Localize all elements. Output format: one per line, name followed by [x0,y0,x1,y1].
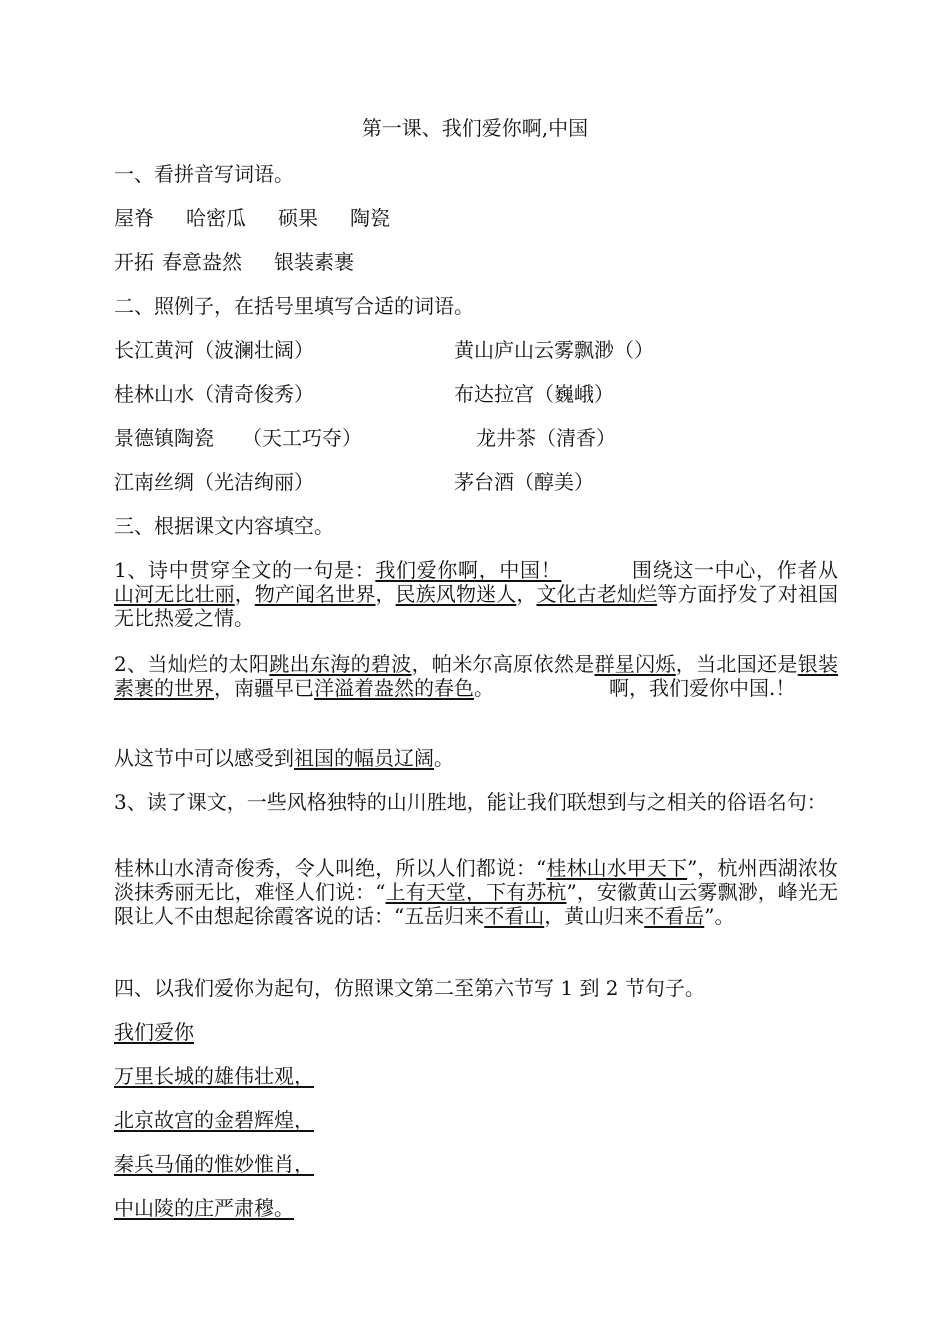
q1-answer-5: 文化古老灿烂 [536,582,658,606]
q1-answer-4: 民族风物迷人 [395,582,517,606]
page-title: 第一课、我们爱你啊,中国 [361,116,589,140]
example-row [114,426,838,450]
example-right: 茅台酒（醇美） [454,470,594,494]
answer-text: 中山陵的庄严肃穆。 [114,1196,294,1220]
q3-text: 桂林山水清奇俊秀，令人叫绝，所以人们都说：“ [114,856,547,880]
example-right: 龙井茶（清香） [476,426,616,450]
answer-line [114,1108,838,1132]
q2-punct: 。 [474,676,494,700]
example-left-answer: （天工巧夺） [242,426,362,450]
word: 屋脊 [114,206,154,230]
q2-answer-3: 银装素裹的世界 [114,652,839,700]
q3-text: ，黄山归来 [544,904,645,928]
section-1-heading: 一、看拼音写词语。 [114,162,294,186]
example-left: 长江黄河（波澜壮阔） [114,338,314,362]
section-4-heading: 四、以我们爱你为起句，仿照课文第二至第六节写 1 到 2 节句子。 [114,976,705,1000]
word: 哈密瓜 [186,206,246,230]
q1-text: 1、诗中贯穿全文的一句是： [114,558,376,582]
q1-punct: ， [234,582,255,606]
example-left: 江南丝绸（光洁绚丽） [114,470,314,494]
answer-line [114,1152,838,1176]
question-3-answer [114,856,838,928]
q3-text: ”，杭州西湖浓妆淡抹秀丽无比，难怪人们说：“ [114,856,839,904]
answer-text: 秦兵马俑的惟妙惟肖， [114,1152,314,1176]
word: 银装素裹 [274,250,354,274]
q1-punct: ， [375,582,396,606]
example-row [114,382,838,406]
example-row [114,470,838,494]
q2b-text: 从这节中可以感受到 [114,746,294,770]
word: 硕果 [278,206,318,230]
q3-answer-2: 上有天堂，下有苏杭 [385,880,567,904]
q3-answer-3: 不看山 [484,904,545,928]
answer-line [114,1020,838,1044]
q3-answer-1: 桂林山水甲天下 [546,856,688,880]
q2b-answer: 祖国的幅员辽阔 [294,746,434,770]
q3-answer-4: 不看岳 [644,904,705,928]
answer-text: 北京故宫的金碧辉煌， [114,1108,314,1132]
q2-text: 2、当灿烂的太阳 [114,652,270,676]
q1-text: 等方面抒发了对祖国无比热爱之情。 [114,582,839,630]
question-1 [114,558,838,630]
example-right: 布达拉宫（巍峨） [454,382,614,406]
word-row-2 [114,250,838,274]
q1-text: 围绕这一中心，作者从 [631,558,839,582]
q3-punct: ”。 [704,904,735,928]
q1-answer-1: 我们爱你啊，中国！ [375,558,562,582]
q2-text: ，南疆早已 [214,676,314,700]
example-left: 桂林山水（清奇俊秀） [114,382,314,406]
answer-text: 我们爱你 [114,1020,194,1044]
word: 开拓 [114,250,154,274]
q2-answer-1: 跳出东海的碧波 [269,652,412,676]
word: 陶瓷 [350,206,390,230]
q2-answer-2: 群星闪烁 [594,652,676,676]
answer-line [114,1196,838,1220]
example-row [114,338,838,362]
section-2-heading: 二、照例子，在括号里填写合适的词语。 [114,294,474,318]
word-row-1 [114,206,838,230]
word: 春意盎然 [162,250,242,274]
q1-punct: ， [516,582,537,606]
example-left: 景德镇陶瓷 [114,426,214,450]
q2-answer-4: 洋溢着盎然的春色 [314,676,474,700]
q2-text: ，当北国还是 [675,652,798,676]
question-2 [114,652,838,700]
question-2-followup [114,746,838,770]
answer-line [114,1064,838,1088]
answer-text: 万里长城的雄伟壮观， [114,1064,314,1088]
q1-answer-3: 物产闻名世界 [254,582,376,606]
q2-text: 啊，我们爱你中国.！ [609,676,796,700]
section-3-heading: 三、根据课文内容填空。 [114,514,334,538]
q2-text: ，帕米尔高原依然是 [411,652,595,676]
example-right: 黄山庐山云雾飘渺（） [454,338,654,362]
q3-text: ”，安徽黄山云雾飘渺，峰光无限让人不由想起徐霞客说的话：“五岳归来 [114,880,838,928]
question-3: 3、读了课文，一些风格独特的山川胜地，能让我们联想到与之相关的俗语名句： [114,790,827,814]
q1-answer-2: 山河无比壮丽 [114,582,235,606]
q2b-punct: 。 [434,746,454,770]
